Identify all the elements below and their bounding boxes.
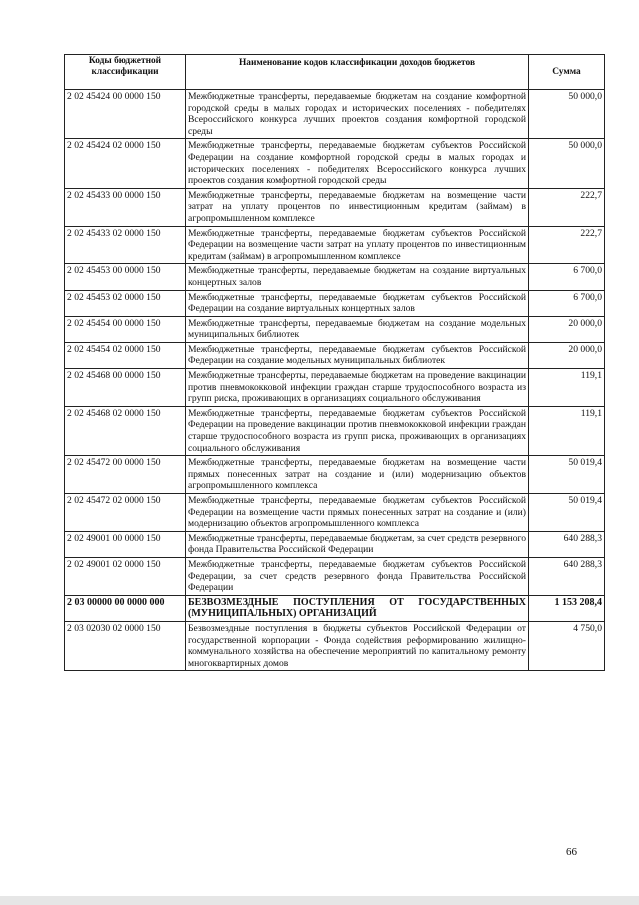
row-sum: 640 288,3 (529, 531, 605, 557)
row-name: Межбюджетные трансферты, передаваемые бюджетам субъектов Российской Федерации на возмещение части затрат на уплату процентов по инвестиционным кредитам (займам) в агропромышленном комплексе (186, 226, 529, 264)
row-sum: 20 000,0 (529, 342, 605, 368)
row-code: 2 02 45433 02 0000 150 (65, 226, 186, 264)
table-row (65, 557, 605, 595)
row-code: 2 02 45424 02 0000 150 (65, 139, 186, 188)
row-name: Межбюджетные трансферты, передаваемые бюджетам субъектов Российской Федерации на возмещение части прямых понесенных затрат на создание и (или) модернизацию объектов агропромышленного комплекса (186, 494, 529, 532)
row-name: Безвозмездные поступления в бюджеты субъектов Российской Федерации от государственной корпорации - Фонда содействия реформированию жилищно-коммунального хозяйства на обеспечение мероприятий по капитальному ремонту многоквартирных домов (186, 621, 529, 670)
row-sum: 222,7 (529, 188, 605, 226)
table-row (65, 621, 605, 670)
table-header-row (65, 55, 605, 90)
row-sum: 6 700,0 (529, 264, 605, 290)
row-name: Межбюджетные трансферты, передаваемые бюджетам на создание модельных муниципальных библиотек (186, 316, 529, 342)
row-sum: 1 153 208,4 (529, 595, 605, 621)
row-code: 2 02 45468 02 0000 150 (65, 406, 186, 455)
scan-edge (0, 896, 639, 905)
table-row (65, 139, 605, 188)
row-name: Межбюджетные трансферты, передаваемые бюджетам субъектов Российской Федерации на создание комфортной городской среды в малых городах и исторических поселениях - победителях Всероссийского конкурса лучших проектов создания комфортной городской среды (186, 139, 529, 188)
row-name: Межбюджетные трансферты, передаваемые бюджетам субъектов Российской Федерации на создание модельных муниципальных библиотек (186, 342, 529, 368)
row-sum: 119,1 (529, 406, 605, 455)
row-code: 2 02 45454 02 0000 150 (65, 342, 186, 368)
row-name: Межбюджетные трансферты, передаваемые бюджетам, за счет средств резервного фонда Правительства Российской Федерации (186, 531, 529, 557)
row-name: БЕЗВОЗМЕЗДНЫЕ ПОСТУПЛЕНИЯ ОТ ГОСУДАРСТВЕННЫХ (МУНИЦИПАЛЬНЫХ) ОРГАНИЗАЦИЙ (186, 595, 529, 621)
row-code: 2 03 00000 00 0000 000 (65, 595, 186, 621)
table-row (65, 226, 605, 264)
budget-revenue-table (64, 54, 605, 671)
table-row (65, 290, 605, 316)
table-row (65, 188, 605, 226)
page-number: 66 (566, 846, 577, 858)
row-sum: 50 019,4 (529, 456, 605, 494)
row-sum: 50 000,0 (529, 139, 605, 188)
table-row (65, 456, 605, 494)
row-name: Межбюджетные трансферты, передаваемые бюджетам субъектов Российской Федерации, за счет средств резервного фонда Правительства Российской Федерации (186, 557, 529, 595)
table-row (65, 342, 605, 368)
header-sum: Сумма (529, 55, 605, 90)
row-name: Межбюджетные трансферты, передаваемые бюджетам на создание виртуальных концертных залов (186, 264, 529, 290)
row-sum: 4 750,0 (529, 621, 605, 670)
row-name: Межбюджетные трансферты, передаваемые бюджетам субъектов Российской Федерации на проведение вакцинации против пневмококковой инфекции граждан старше трудоспособного возраста из групп риска, проживающих в организациях социального обслуживания (186, 406, 529, 455)
row-code: 2 02 45454 00 0000 150 (65, 316, 186, 342)
table-row (65, 595, 605, 621)
row-sum: 640 288,3 (529, 557, 605, 595)
row-sum: 20 000,0 (529, 316, 605, 342)
table-row (65, 264, 605, 290)
row-code: 2 02 45472 00 0000 150 (65, 456, 186, 494)
header-name: Наименование кодов классификации доходов бюджетов (186, 55, 529, 90)
row-code: 2 02 45468 00 0000 150 (65, 369, 186, 407)
row-code: 2 02 49001 00 0000 150 (65, 531, 186, 557)
row-sum: 119,1 (529, 369, 605, 407)
row-name: Межбюджетные трансферты, передаваемые бюджетам на возмещение части прямых понесенных затрат на создание и (или) модернизацию объектов агропромышленного комплекса (186, 456, 529, 494)
row-code: 2 02 49001 02 0000 150 (65, 557, 186, 595)
row-code: 2 02 45433 00 0000 150 (65, 188, 186, 226)
table-row (65, 90, 605, 139)
row-sum: 50 000,0 (529, 90, 605, 139)
header-code: Коды бюджетной классификации (65, 55, 186, 90)
row-code: 2 02 45472 02 0000 150 (65, 494, 186, 532)
row-name: Межбюджетные трансферты, передаваемые бюджетам на возмещение части затрат на уплату процентов по инвестиционным кредитам (займам) в агропромышленном комплексе (186, 188, 529, 226)
row-code: 2 02 45453 00 0000 150 (65, 264, 186, 290)
row-code: 2 02 45424 00 0000 150 (65, 90, 186, 139)
row-name: Межбюджетные трансферты, передаваемые бюджетам на создание комфортной городской среды в малых городах и исторических поселениях - победителях Всероссийского конкурса лучших проектов создания комфортной городской среды (186, 90, 529, 139)
table-row (65, 531, 605, 557)
row-code: 2 02 45453 02 0000 150 (65, 290, 186, 316)
row-code: 2 03 02030 02 0000 150 (65, 621, 186, 670)
table-row (65, 316, 605, 342)
table-row (65, 494, 605, 532)
row-name: Межбюджетные трансферты, передаваемые бюджетам на проведение вакцинации против пневмококковой инфекции граждан старше трудоспособного возраста из групп риска, проживающих в организациях социального обслуживания (186, 369, 529, 407)
table-row (65, 406, 605, 455)
row-sum: 6 700,0 (529, 290, 605, 316)
row-sum: 50 019,4 (529, 494, 605, 532)
row-name: Межбюджетные трансферты, передаваемые бюджетам субъектов Российской Федерации на создание виртуальных концертных залов (186, 290, 529, 316)
row-sum: 222,7 (529, 226, 605, 264)
table-row (65, 369, 605, 407)
table-body (65, 90, 605, 671)
